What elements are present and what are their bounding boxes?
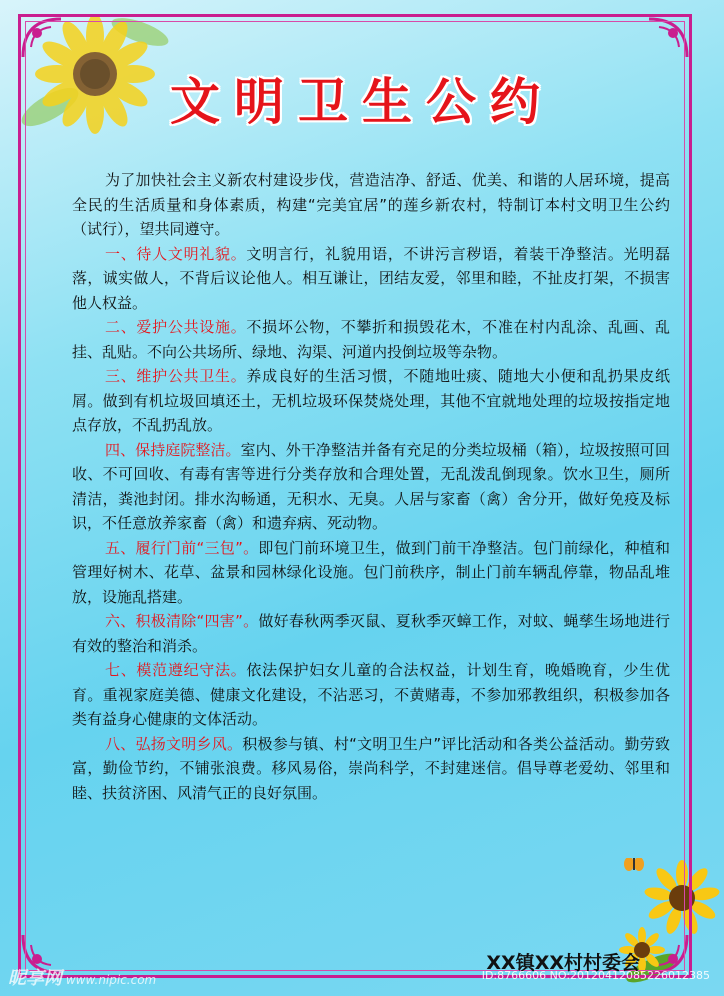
section-text: 即包门前环境卫生，做到门前干净整洁。包门前绿化，种植和管理好树木、花草、盆景和园林绿化设施。包门前秩序，制止门前车辆乱停靠，物品乱堆放，设施乱搭建。 (72, 538, 670, 606)
section-heading: 二、爱护公共设施。 (105, 318, 247, 336)
section-heading: 六、积极清除“四害”。 (105, 612, 259, 630)
watermark-logo (8, 964, 156, 990)
section-2 (72, 315, 670, 364)
section-heading: 五、履行门前“三包”。 (105, 538, 259, 557)
section-heading: 四、保持庭院整洁。 (105, 440, 241, 459)
section-text: 文明言行，礼貌用语，不讲污言秽语，着装干净整洁。光明磊落，诚实做人，不背后议论他人。相互谦让，团结友爱，邻里和睦，不扯皮打架，不损害他人权益。 (72, 244, 670, 312)
watermark-brand: 昵享网 (8, 968, 62, 989)
section-text: 做好春秋两季灭鼠、夏秋季灭蟑工作，对蚊、蝇孳生场地进行有效的整治和消杀。 (72, 612, 670, 655)
intro-paragraph: 为了加快社会主义新农村建设步伐，营造洁净、舒适、优美、和谐的人居环境，提高全民的生活质量和身体素质，构建“完美宜居”的莲乡新农村，特制订本村文明卫生公约（试行），望共同遵守。 (72, 171, 670, 238)
section-5 (72, 536, 670, 610)
watermark-id: ID:8766606 NO:20120412085226012385 (481, 969, 710, 982)
section-text: 积极参与镇、村“文明卫生户”评比活动和各类公益活动。勤劳致富，勤俭节约，不铺张浪费。移风易俗，崇尚科学，不封建迷信。倡导尊老爱幼、邻里和睦、扶贫济困、风清气正的良好氛围。 (72, 734, 670, 802)
section-text: 养成良好的生活习惯，不随地吐痰、随地大小便和乱扔果皮纸屑。做到有机垃圾回填还土，无机垃圾环保焚烧处理，其他不宜就地处理的垃圾按指定地点存放，不乱扔乱放。 (72, 367, 670, 434)
section-1 (72, 242, 670, 316)
signature: XX镇XX村村委会 (486, 952, 640, 974)
page-title: 文明卫生公约 (170, 72, 554, 131)
section-7 (72, 658, 670, 732)
section-6 (72, 609, 670, 658)
section-3 (72, 364, 670, 438)
section-heading: 一、待人文明礼貌。 (105, 244, 247, 263)
section-text: 不损坏公物，不攀折和损毁花木，不准在村内乱涂、乱画、乱挂、乱贴。不向公共场所、绿地、沟渠、河道内投倒垃圾等杂物。 (72, 318, 670, 361)
section-heading: 三、维护公共卫生。 (105, 367, 247, 385)
section-heading: 八、弘扬文明乡风。 (105, 734, 243, 753)
section-text: 室内、外干净整洁并备有充足的分类垃圾桶（箱），垃圾按照可回收、不可回收、有毒有害等进行分类存放和合理处置，无乱泼乱倒现象。饮水卫生，厕所清洁，粪池封闭。排水沟畅通，无积水、无臭。人居与家畜（禽）舍分开，做好免疫及标识，不任意放养家畜（禽）和遗弃病、死动物。 (72, 440, 670, 532)
watermark-url: www.nipic.com (65, 973, 157, 987)
convention-body (72, 168, 670, 805)
section-8 (72, 732, 670, 806)
section-text: 依法保护妇女儿童的合法权益，计划生育，晚婚晚育，少生优育。重视家庭美德、健康文化建设，不沾恶习，不黄赌毒，不参加邪教组织，积极参加各类有益身心健康的文体活动。 (72, 661, 670, 728)
section-4 (72, 438, 670, 536)
section-heading: 七、模范遵纪守法。 (105, 661, 247, 679)
